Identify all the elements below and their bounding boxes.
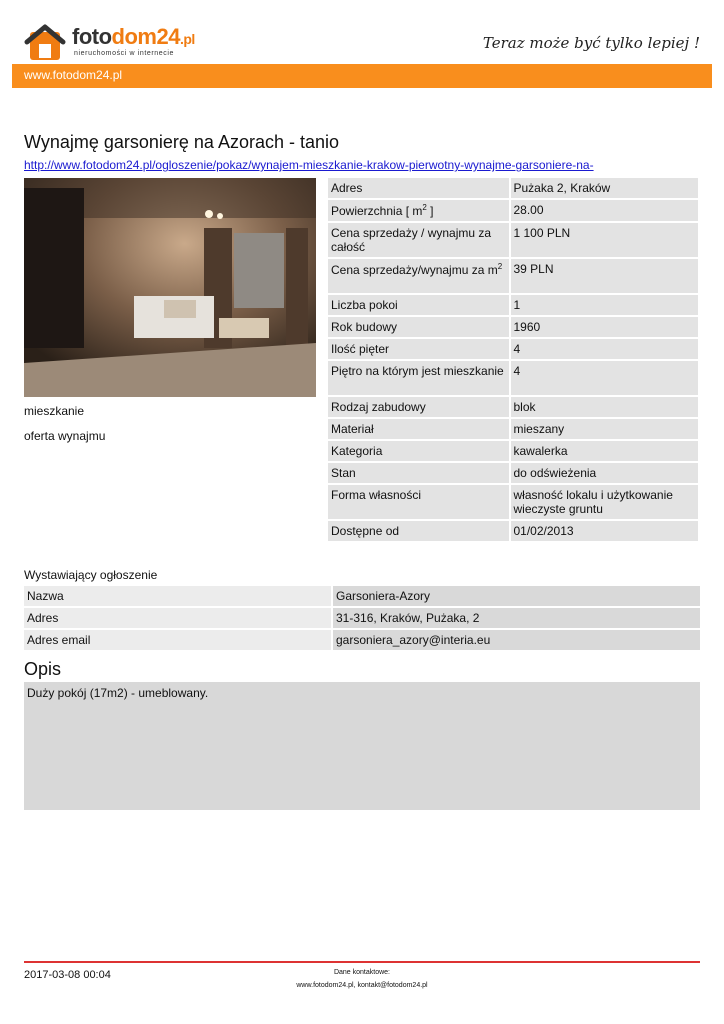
property-key: Adres: [328, 178, 509, 198]
table-row: [328, 419, 698, 439]
site-url-link[interactable]: www.fotodom24.pl: [24, 68, 123, 82]
logo-wordmark: fotodom24.pl: [72, 24, 195, 49]
property-value: własność lokalu i użytkowanie wieczyste gruntu: [511, 485, 699, 519]
property-key: Cena sprzedaży / wynajmu za całość: [328, 223, 509, 257]
footer-contact: [262, 966, 462, 992]
footer-contact-links[interactable]: www.fotodom24.pl, kontakt@fotodom24.pl: [296, 982, 428, 989]
table-row: [328, 361, 698, 395]
table-row: [328, 223, 698, 257]
description-box: [24, 682, 700, 810]
property-value: mieszany: [511, 419, 699, 439]
house-logo-icon: [24, 22, 66, 62]
property-key: Materiał: [328, 419, 509, 439]
tagline: Teraz może być tylko lepiej !: [482, 34, 700, 52]
listing-title: Wynajmę garsonierę na Azorach - tanio: [24, 132, 339, 152]
table-row: [24, 586, 700, 606]
table-row: [328, 485, 698, 519]
advertiser-value: 31-316, Kraków, Pużaka, 2: [333, 608, 700, 628]
property-value: blok: [511, 397, 699, 417]
page-header: [0, 0, 724, 64]
listing-url-link[interactable]: http://www.fotodom24.pl/ogloszenie/pokaz/wynajem-mieszkanie-krakow-pierwotny-wynajme-garsoniere-na-: [24, 158, 594, 172]
property-key: Dostępne od: [328, 521, 509, 541]
property-key: Powierzchnia [ $m^2$ ]: [328, 200, 509, 221]
advertiser-key: Adres email: [24, 630, 331, 650]
logo-subtitle: nieruchomości w internecie: [74, 50, 175, 57]
advertiser-key: Nazwa: [24, 586, 331, 606]
property-value: 28.00: [511, 200, 699, 221]
property-value: 4: [511, 361, 699, 395]
property-value: kawalerka: [511, 441, 699, 461]
advertiser-value: Garsoniera-Azory: [333, 586, 700, 606]
property-value: 01/02/2013: [511, 521, 699, 541]
property-value: 1: [511, 295, 699, 315]
property-key: Piętro na którym jest mieszkanie: [328, 361, 509, 395]
property-key: Ilość pięter: [328, 339, 509, 359]
property-value: do odświeżenia: [511, 463, 699, 483]
table-row: [328, 521, 698, 541]
property-key: Stan: [328, 463, 509, 483]
property-type-label: mieszkanie: [24, 404, 85, 418]
table-row: [328, 441, 698, 461]
site-url-bar: [12, 64, 712, 88]
table-row: [328, 463, 698, 483]
offer-type-label: oferta wynajmu: [24, 429, 106, 443]
advertiser-key: Adres: [24, 608, 331, 628]
room-photo: [24, 178, 316, 397]
table-row: [328, 178, 698, 198]
advertiser-table: [22, 584, 702, 652]
footer-divider: [24, 961, 700, 963]
property-key: Rodzaj zabudowy: [328, 397, 509, 417]
property-key: Forma własności: [328, 485, 509, 519]
table-row: [328, 397, 698, 417]
property-details-table: [326, 176, 700, 543]
property-value: 4: [511, 339, 699, 359]
property-key: Rok budowy: [328, 317, 509, 337]
property-key: Cena sprzedaży/wynajmu za $m^2$: [328, 259, 509, 293]
table-row: [328, 317, 698, 337]
advertiser-email[interactable]: garsoniera_azory@interia.eu: [333, 630, 700, 650]
description-heading: Opis: [24, 659, 62, 679]
table-row: [24, 630, 700, 650]
description-text: Duży pokój (17m2) - umeblowany.: [27, 686, 209, 700]
footer-date: 2017-03-08 00:04: [24, 969, 111, 981]
table-row: [328, 295, 698, 315]
table-row: [328, 200, 698, 221]
property-value: 39 PLN: [511, 259, 699, 293]
property-value: 1960: [511, 317, 699, 337]
property-key: Liczba pokoi: [328, 295, 509, 315]
property-value: Pużaka 2, Kraków: [511, 178, 699, 198]
advertiser-heading: Wystawiający ogłoszenie: [24, 568, 158, 582]
fotodom24-logo[interactable]: [24, 22, 204, 64]
footer-contact-label: Dane kontaktowe:: [333, 969, 391, 976]
property-value: 1 100 PLN: [511, 223, 699, 257]
table-row: [328, 339, 698, 359]
property-key: Kategoria: [328, 441, 509, 461]
table-row: [328, 259, 698, 293]
table-row: [24, 608, 700, 628]
